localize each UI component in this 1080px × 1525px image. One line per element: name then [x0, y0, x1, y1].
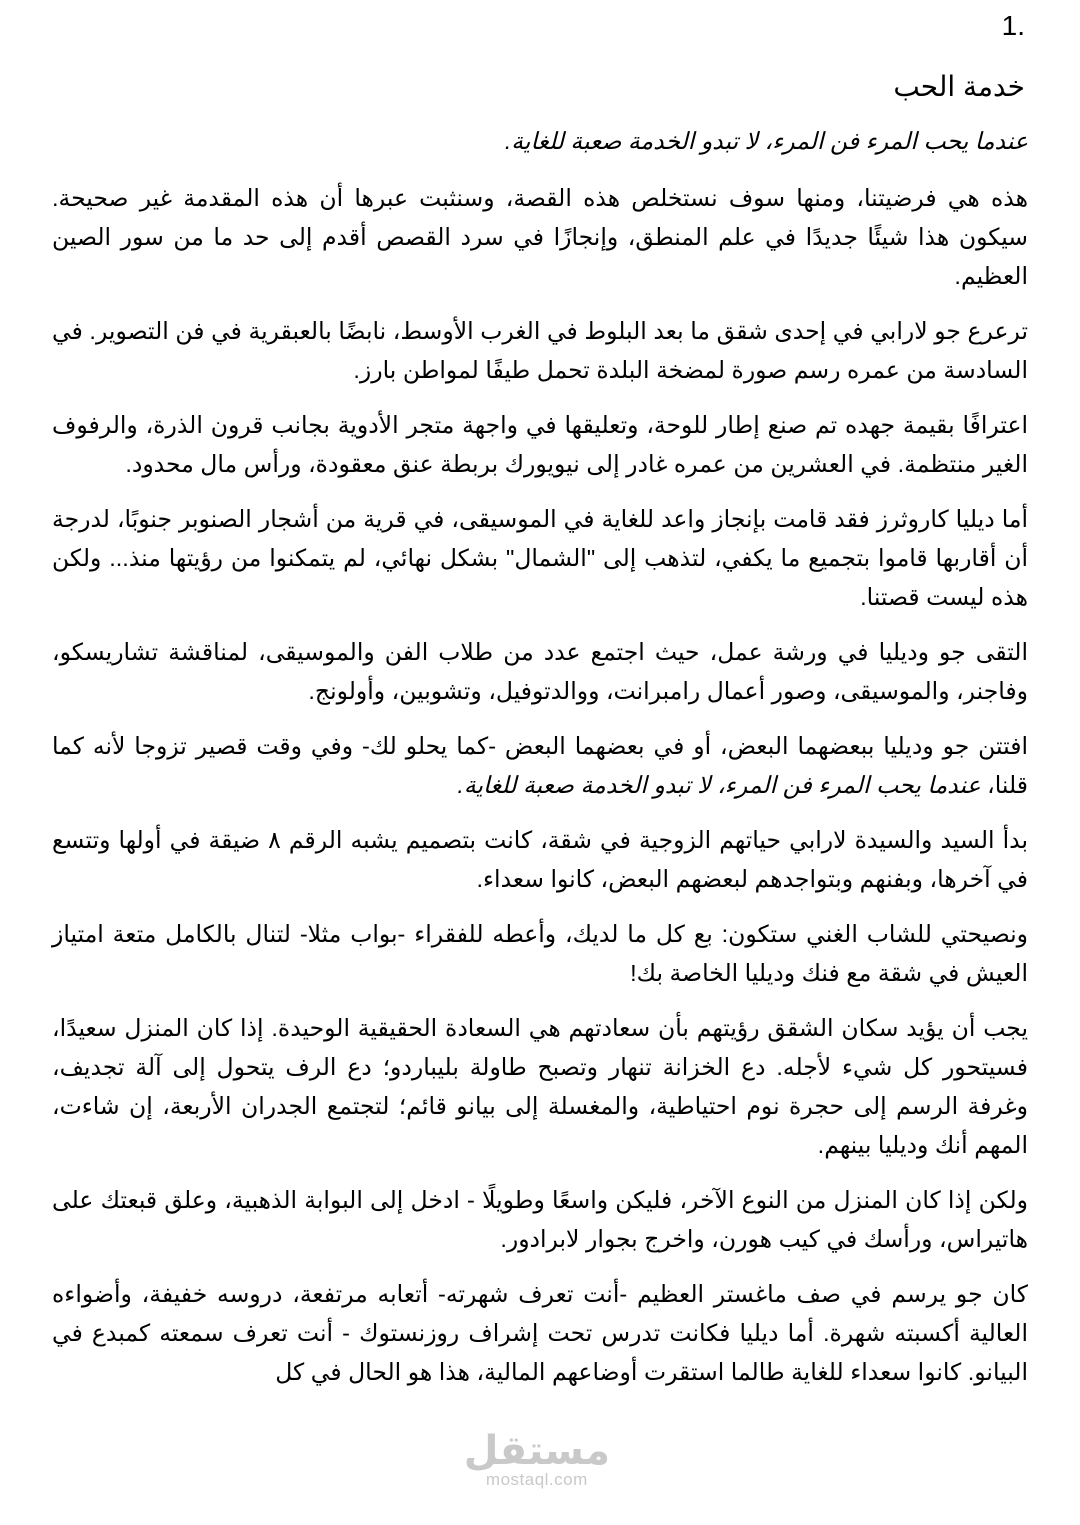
watermark-latin: mostaql.com [485, 1470, 588, 1489]
watermark-arabic: مستقل [463, 1429, 610, 1473]
paragraph-3: اعترافًا بقيمة جهده تم صنع إطار للوحة، وتعليقها في واجهة متجر الأدوية بجانب قرون الذرة، والرفوف الغير منتظمة. في العشرين من عمره غادر إلى نيويورك بربطة عنق معقودة، ورأس مال محدود. [52, 412, 1028, 477]
paragraph-6-italic: عندما يحب المرء فن المرء، لا تبدو الخدمة صعبة للغاية. [457, 772, 981, 798]
lead-paragraph: عندما يحب المرء فن المرء، لا تبدو الخدمة صعبة للغاية. [504, 128, 1028, 154]
paragraph-6 [52, 727, 1028, 805]
paragraph-4: أما ديليا كاروثرز فقد قامت بإنجاز واعد للغاية في الموسيقى، في قرية من أشجار الصنوبر جنوبًا، لدرجة أن أقاربها قاموا بتجميع ما يكفي، لتذهب إلى "الشمال" بشكل نهائي، لم يتمكنوا من رؤيتها منذ... ولكن هذه ليست قصتنا. [52, 506, 1028, 610]
paragraph-10: ولكن إذا كان المنزل من النوع الآخر، فليكن واسعًا وطويلًا - ادخل إلى البوابة الذهبية، وعلق قبعتك على هاتيراس، ورأسك في كيب هورن، واخرج بجوار لابرادور. [52, 1187, 1028, 1252]
paragraph-7: بدأ السيد والسيدة لارابي حياتهم الزوجية في شقة، كانت بتصميم يشبه الرقم ٨ ضيقة في أولها وتتسع في آخرها، وبفنهم وبتواجدهم لبعضهم البعض، كانوا سعداء. [52, 827, 1029, 892]
paragraph-11: كان جو يرسم في صف ماغستر العظيم -أنت تعرف شهرته- أتعابه مرتفعة، دروسه خفيفة، وأضواءه العالية أكسبته شهرة. أما ديليا فكانت تدرس تحت إشراف روزنستوك - أنت تعرف سمعته كمبدع في البيانو. كانوا سعداء للغاية طالما استقرت أوضاعهم المالية، هذا هو الحال في كل [52, 1281, 1028, 1385]
story-body [52, 122, 1028, 1408]
mostaql-watermark [464, 1431, 610, 1489]
paragraph-2: ترعرع جو لارابي في إحدى شقق ما بعد البلوط في الغرب الأوسط، نابضًا بالعبقرية في فن التصوير. في السادسة من عمره رسم صورة لمضخة البلدة تحمل طيفًا لمواطن بارز. [52, 318, 1028, 383]
paragraph-5: التقى جو وديليا في ورشة عمل، حيث اجتمع عدد من طلاب الفن والموسيقى، لمناقشة تشاريسكو، وفاجنر، والموسيقى، وصور أعمال رامبرانت، ووالدتوفيل، وتشوبين، وأولونج. [52, 639, 1028, 704]
chapter-number: 1. [1001, 10, 1025, 41]
paragraph-1: هذه هي فرضيتنا، ومنها سوف نستخلص هذه القصة، وسنثبت عبرها أن هذه المقدمة غير صحيحة. سيكون هذا شيئًا جديدًا في علم المنطق، وإنجازًا في سرد القصص أقدم إلى حد ما من سور الصين العظيم. [52, 185, 1028, 289]
story-title: خدمة الحب [893, 71, 1025, 102]
paragraph-8: ونصيحتي للشاب الغني ستكون: بع كل ما لديك، وأعطه للفقراء -بواب مثلا- لتنال بالكامل متعة امتياز العيش في شقة مع فنك وديليا الخاصة بك! [52, 921, 1028, 986]
paragraph-9: يجب أن يؤيد سكان الشقق رؤيتهم بأن سعادتهم هي السعادة الحقيقية الوحيدة. إذا كان المنزل سعيدًا، فسيتحور كل شيء لأجله. دع الخزانة تنهار وتصبح طاولة بليباردو؛ دع الرف يتحول إلى آلة تجديف، وغرفة الرسم إلى حجرة نوم احتياطية، والمغسلة إلى بيانو قائم؛ لتجتمع الجدران الأربعة، إن شاءت، المهم أنك وديليا بينهم. [52, 1015, 1028, 1158]
paragraph-6-text: افتتن جو وديليا ببعضهما البعض، أو في بعضهما البعض -كما يحلو لك- وفي وقت قصير تزوجا لأنه كما قلنا، [52, 733, 1028, 798]
